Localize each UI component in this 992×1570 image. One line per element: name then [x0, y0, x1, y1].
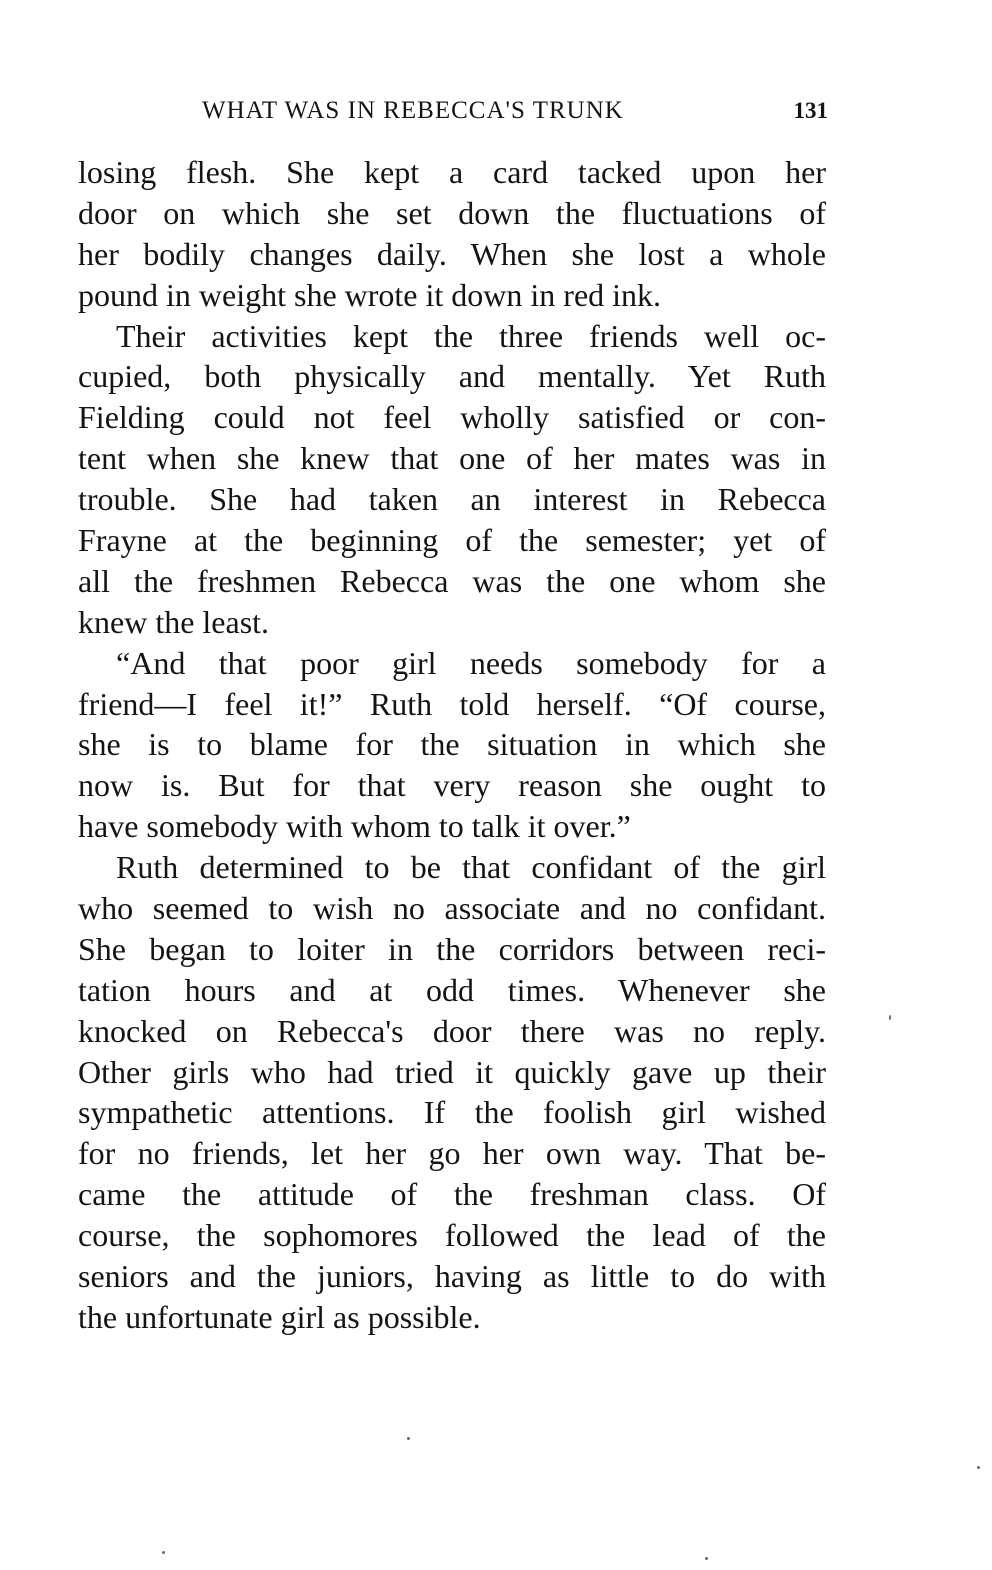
paragraph-2 — [78, 316, 826, 643]
page-number: 131 — [793, 98, 828, 123]
running-head — [78, 94, 828, 128]
text-line: Their activities kept the three friends well oc- — [116, 317, 826, 354]
text-line: Frayne at the beginning of the semester; yet of — [78, 522, 826, 559]
paragraph-4 — [78, 847, 826, 1338]
text-line: Ruth determined to be that confidant of the girl — [116, 849, 826, 886]
text-line: knocked on Rebecca's door there was no reply. — [78, 1012, 826, 1049]
text-line: she is to blame for the situation in which she — [78, 726, 826, 763]
text-line: tation hours and at odd times. Whenever she — [78, 971, 826, 1008]
text-line: door on which she set down the fluctuations of — [78, 194, 826, 231]
scan-speck — [977, 1466, 980, 1469]
text-line: trouble. She had taken an interest in Rebecca — [78, 481, 826, 518]
paragraph-3 — [78, 643, 826, 847]
text-line: came the attitude of the freshman class. Of — [78, 1176, 826, 1213]
scan-speck — [407, 1437, 410, 1440]
text-line: Fielding could not feel wholly satisfied or con- — [78, 399, 826, 436]
text-line: for no friends, let her go her own way. That be- — [78, 1135, 826, 1172]
text-line: course, the sophomores followed the lead of the — [78, 1217, 826, 1254]
text-line: losing flesh. She kept a card tacked upon her — [78, 154, 826, 190]
text-line: now is. But for that very reason she ought to — [78, 767, 826, 804]
text-line: friend—I feel it!” Ruth told herself. “Of course, — [78, 685, 826, 722]
text-line: sympathetic attentions. If the foolish girl wished — [78, 1094, 826, 1131]
text-line: seniors and the juniors, having as little to do with — [78, 1258, 826, 1295]
text-line: who seemed to wish no associate and no confidant. — [78, 890, 826, 927]
text-line: knew the least. — [78, 603, 270, 640]
body-text — [78, 152, 826, 1338]
text-line: the unfortunate girl as possible. — [78, 1298, 481, 1335]
scan-speck — [705, 1557, 708, 1560]
text-line: cupied, both physically and mentally. Yet Ruth — [78, 358, 826, 395]
text-line: Other girls who had tried it quickly gave up their — [78, 1053, 826, 1090]
text-line: her bodily changes daily. When she lost a whole — [78, 235, 826, 272]
scan-speck — [162, 1551, 165, 1554]
text-line: have somebody with whom to talk it over.” — [78, 808, 631, 845]
text-line: all the freshmen Rebecca was the one whom she — [78, 562, 826, 599]
text-line: She began to loiter in the corridors between reci- — [78, 930, 826, 967]
text-line: tent when she knew that one of her mates was in — [78, 440, 826, 477]
text-line: pound in weight she wrote it down in red ink. — [78, 276, 662, 313]
scan-speck — [889, 1015, 891, 1020]
running-title: WHAT WAS IN REBECCA'S TRUNK — [202, 97, 624, 124]
paragraph-1 — [78, 152, 826, 316]
text-line: “And that poor girl needs somebody for a — [116, 644, 826, 681]
